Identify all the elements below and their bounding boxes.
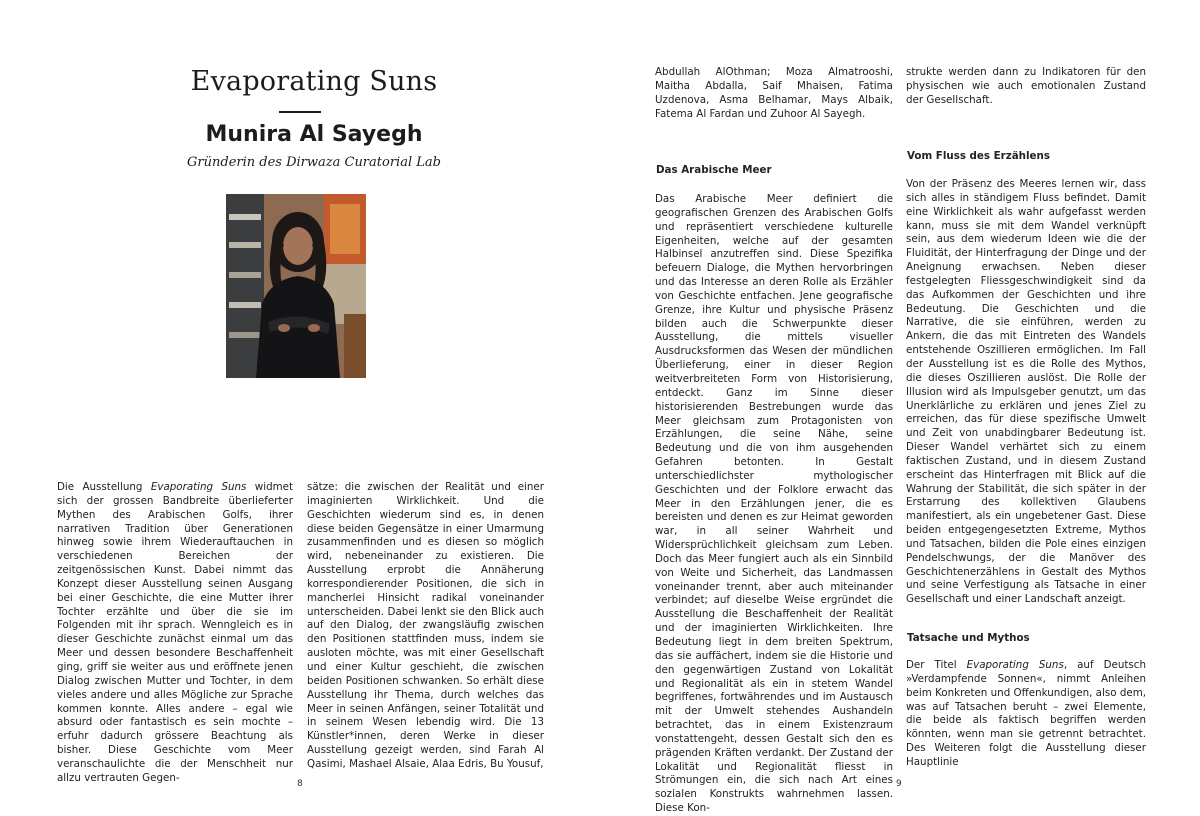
body-text: widmet sich der grossen Bandbreite überlieferter Mythen des Arabischen Golfs, ihrer narrativen Tradition über Generationen hinweg sowie ihrem Wiederauftauchen in verschiedenen Bereichen der zeitgenössischen Kunst. Dabei nimmt das Konzept dieser Ausstellung seinen Ausgang bei einer Geschichte, die eine Mutter ihrer Tochter erzählte und über die sie im Folgenden mit ihr sprach. Wenngleich es in dieser Geschichte zunächst einmal um das Meer und dessen besondere Beschaffenheit ging, griff sie weiter aus und eröffnete jenen Dialog zwischen Mutter und Tochter, in dem vieles andere und alles Mögliche zur Sprache kommen konnte. Alles andere – egal wie absurd oder fantastisch es sein mochte – erfuhr dadurch grössere Beachtung als bisher. Diese Geschichte vom Meer veranschaulichte die der Menschheit nur allzu vertrauten Gegen-	[57, 481, 294, 784]
page-number-left: 8	[297, 779, 303, 789]
body-column-2: sätze: die zwischen der Realität und einer imaginierten Wirklichkeit. Und die Geschichten wiederum sind es, in denen diese beiden Gegensätze in einer Umarmung zusammenfinden und es diesen so möglich wird, nebeneinander zu existieren. Die Ausstellung erprobt die Annäherung korrespondierender Positionen, die sich in mancherlei Hinsicht radikal voneinander unterscheiden. Dabei lenkt sie den Blick auch auf den Dialog, der zwangsläufig zwischen den Positionen stattfinden muss, indem sie ausloten möchte, was mit einer Gesellschaft und einer Kultur geschieht, die zwischen beiden Positionen schwanken. So erhält diese Ausstellung ihr Thema, durch welches das Meer in seinen Anfängen, seiner Totalität und in seinem Wesen lebendig wird. Die 13 Künstler*innen, deren Werke in dieser Ausstellung gezeigt werden, sind Farah Al Qasimi, Mashael Alsaie, Alaa Edris, Bu Yousuf,	[307, 481, 544, 770]
portrait-photo	[226, 194, 366, 378]
exhibition-title-italic: Evaporating Suns	[150, 481, 247, 493]
body-text: Die Ausstellung	[57, 481, 151, 493]
body-text: , auf Deutsch »Verdampfende Sonnen«, nimmt Anleihen beim Konkreten und Offenkundigen, also dem, was auf Tatsachen beruht – zwei Elemente, die beide als faktisch begriffen werden könnten, wenn man sie getrennt betrachtet. Des Weiteren folgt die Ausstellung dieser Hauptlinie	[906, 659, 1146, 768]
right-page	[600, 0, 1200, 815]
title-divider	[279, 111, 321, 113]
author-portrait	[226, 194, 366, 378]
body-column-4-intro: strukte werden dann zu Indikatoren für den physischen wie auch emotionalen Zustand der Gesellschaft.	[906, 66, 1146, 106]
left-page	[0, 0, 600, 809]
section-heading-tatsache: Tatsache und Mythos	[907, 632, 1030, 644]
section-heading-fluss: Vom Fluss des Erzählens	[907, 150, 1050, 162]
body-text: Der Titel	[906, 659, 967, 671]
artist-list-text: Abdullah AlOthman; Moza Almatrooshi, Maitha Abdalla, Saif Mhaisen, Fatima Uzdenova, Asma Belhamar, Mays Albaik, Fatema Al Fardan und Zuhoor Al Sayegh.	[655, 66, 893, 120]
section-heading-meer: Das Arabische Meer	[656, 164, 772, 176]
body-column-4: Von der Präsenz des Meeres lernen wir, dass sich alles in ständigem Fluss befindet. Damit eine Wirklichkeit als wahr aufgefasst werden kann, muss sie mit dem Wandel verknüpft sein, aus dem wiederum Ideen wie die der Fluidität, der Hinterfragung der Dinge und der Aneignung erwachsen. Neben dieser festgelegten Fliessgeschwindigkeit sind da das Aufkommen der Geschichten und ihre Bedeutung. Die Geschichten und die Narrative, die sie einführen, werden zu Ankern, die das mit Eintreten des Wandels entstehende Oszillieren ermöglichen. Im Fall der Ausstellung ist es die Rolle des Mythos, die dieses Oszillieren auslöst. Die Rolle der Illusion wird als Impulsgeber genutzt, um das Unerklärliche zu erklären und jenes Ziel zu erreichen, das für diese spezifische Umwelt und Zeit von unabdingbarer Bedeutung ist. Dieser Wandel verhärtet sich zu einem faktischen Zustand, und in diesem Zustand erscheint das Hinterfragen mit Blick auf die Wahrung der Stabilität, die sich später in der Erstarrung des kollektiven Glaubens manifestiert, als ein ungebetener Gast. Diese beiden entgegengesetzten Extreme, Mythos und Tatsachen, bilden die Pole eines einzigen Pendelschwungs, der die Manöver des Geschichtenerzählens in Gestalt des Mythos und seine Verfestigung als Tatsache in einer Gesellschaft und einer Landschaft anzeigt.	[906, 178, 1146, 606]
body-column-3: Das Arabische Meer definiert die geografischen Grenzen des Arabischen Golfs und repräsentiert verschiedene kulturelle Eigenheiten, welche auf der gesamten Halbinsel anzutreffen sind. Diese Spezifika befeuern Dialoge, die Mythen hervorbringen und das Interesse an deren Rolle als Erzähler von Geschichte entfachen. Jene geografische Grenze, ihre Kultur und physische Präsenz bilden auch die Schwerpunkte dieser Ausstellung, die mittels visueller Ausdrucksformen das Wesen der mündlichen Überlieferung, einer in dieser Region weitverbreiteten Form von Historisierung, entdeckt. Ganz im Sinne dieser historisierenden Bestrebungen wurde das Meer gleichsam zum Protagonisten von Erzählungen, die seine Nähe, seine Bedeutung und die von ihm ausgehenden Gefahren betonten. In Gestalt unterschiedlichster mythologischer Geschichten und der Folklore erwacht das Meer in den Erzählungen jener, die es bereisten und denen es zur Heimat geworden war, in all seiner Wahrheit und Widersprüchlichkeit gleichsam zum Leben. Doch das Meer fungiert auch als ein Sinnbild von Weite und Sicherheit, das Landmassen voneinander trennt, aber auch miteinander verbindet; auf dieselbe Weise ergründet die Ausstellung die Beschaffenheit der Realität und der imaginierten Wirklichkeiten. Ihre Bedeutung liegt in dem breiten Spektrum, das sie auffächert, indem sie die Historie und den gegenwärtigen Zustand von Lokalität und Regionalität als ein in stetem Wandel begriffenes, fortwährendes und im Austausch mit der Umwelt stehendes Aushandeln betrachtet, das in einem Existenzraum vonstattengeht, dessen Gestalt sich den es prägenden Kräften verdankt. Der Zustand der Lokalität und Regionalität fliesst in Strömungen ein, die sich nach Art eines sozialen Konstrukts wahrnehmen lassen. Diese Kon-	[655, 193, 893, 815]
exhibition-title-italic: Evaporating Suns	[966, 659, 1064, 671]
author-name: Munira Al Sayegh	[205, 122, 423, 147]
author-role: Gründerin des Dirwaza Curatorial Lab	[187, 155, 441, 170]
body-column-1	[57, 481, 293, 786]
page-number-right: 9	[896, 779, 902, 789]
article-title: Evaporating Suns	[190, 66, 438, 97]
body-column-4-tatsache	[906, 659, 1146, 770]
